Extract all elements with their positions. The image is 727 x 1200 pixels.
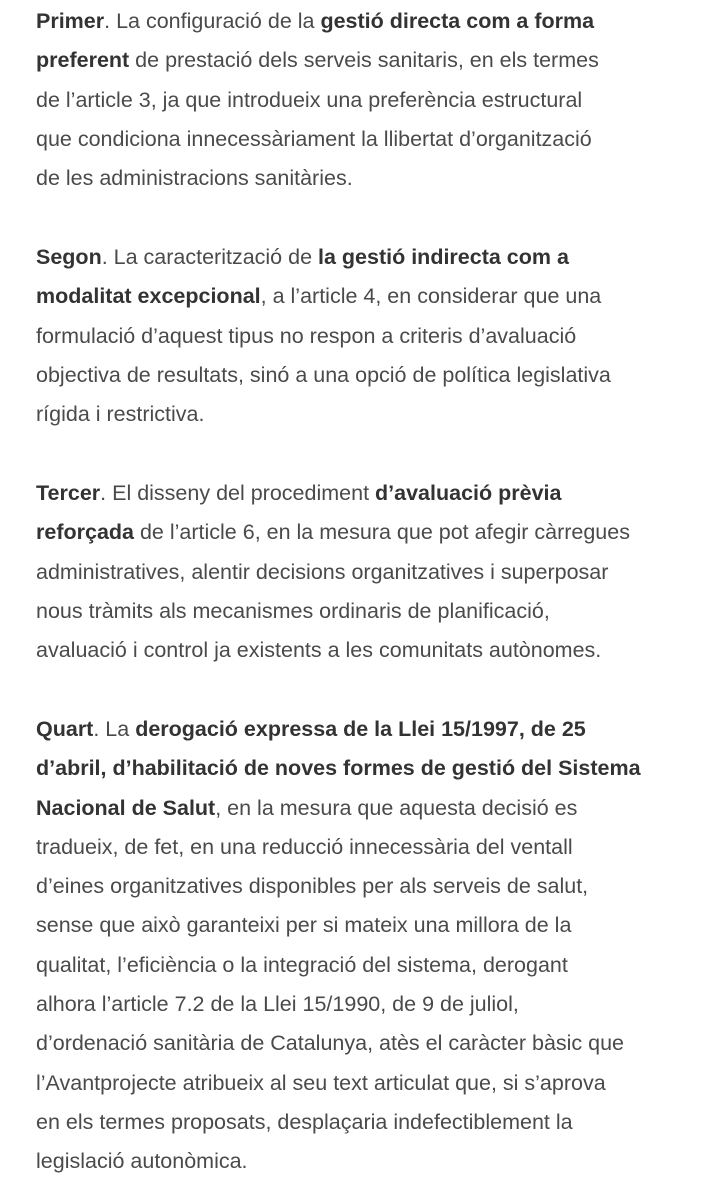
text-run: objectiva de resultats, sinó a una opció de política legislativa: [36, 362, 611, 387]
paragraph-segon: [36, 238, 611, 434]
text-run: nous tràmits als mecanismes ordinaris de planificació,: [36, 598, 550, 623]
text-line: [36, 828, 641, 867]
paragraph-primer: [36, 2, 599, 198]
text-line: [36, 513, 630, 552]
bold-text-run: d’abril, d’habilitació de noves formes de gestió del Sistema: [36, 756, 641, 781]
text-line: [36, 906, 641, 945]
bold-text-run: la gestió indirecta com a: [318, 245, 569, 269]
bold-text-run: gestió directa com a forma: [320, 9, 595, 33]
text-line: [36, 631, 630, 670]
text-line: [36, 1103, 641, 1142]
paragraph-quart: [36, 710, 641, 1182]
text-run: alhora l’article 7.2 de la Llei 15/1990, de 9 de juliol,: [36, 992, 519, 1017]
text-run: de les administracions sanitàries.: [36, 166, 353, 191]
bold-text-run: derogació expressa de la Llei 15/1997, de 25: [135, 717, 586, 741]
text-line: [36, 474, 630, 513]
text-line: [36, 395, 611, 434]
text-run: . El disseny del procediment: [100, 481, 376, 505]
text-run: legislació autonòmica.: [36, 1149, 248, 1174]
bold-text-run: Primer: [36, 9, 105, 33]
text-run: rígida i restrictiva.: [36, 402, 205, 427]
bold-text-run: preferent: [36, 48, 130, 73]
text-run: , a l’article 4, en considerar que una: [260, 284, 602, 309]
text-line: [36, 946, 641, 985]
bold-text-run: reforçada: [36, 520, 134, 545]
text-line: [36, 553, 630, 592]
text-run: sense que això garanteixi per si mateix una millora de la: [36, 913, 572, 938]
text-line: [36, 985, 641, 1024]
text-line: [36, 277, 611, 316]
text-line: [36, 120, 599, 159]
text-run: . La: [93, 717, 136, 741]
text-line: [36, 592, 630, 631]
text-run: d’eines organitzatives disponibles per als serveis de salut,: [36, 874, 589, 899]
text-run: que condiciona innecessàriament la llibertat d’organització: [36, 126, 592, 151]
text-line: [36, 789, 641, 828]
text-run: avaluació i control ja existents a les comunitats autònomes.: [36, 638, 602, 663]
text-line: [36, 159, 599, 198]
text-line: [36, 41, 599, 80]
text-run: qualitat, l’eficiència o la integració del sistema, derogant: [36, 952, 568, 977]
text-line: [36, 749, 641, 788]
text-line: [36, 356, 611, 395]
text-run: d’ordenació sanitària de Catalunya, atès el caràcter bàsic que: [36, 1031, 625, 1056]
bold-text-run: Segon: [36, 245, 102, 269]
text-run: , en la mesura que aquesta decisió es: [215, 795, 578, 820]
bold-text-run: Nacional de Salut: [36, 795, 216, 820]
text-run: en els termes proposats, desplaçaria indefectiblement la: [36, 1109, 573, 1134]
text-line: [36, 867, 641, 906]
text-run: de l’article 6, en la mesura que pot afegir càrregues: [134, 520, 630, 545]
bold-text-run: Quart: [36, 717, 94, 741]
text-run: . La caracterització de: [101, 245, 319, 269]
bold-text-run: d’avaluació prèvia: [375, 481, 562, 505]
text-run: tradueix, de fet, en una reducció innecessària del ventall: [36, 834, 573, 859]
text-line: [36, 2, 599, 41]
text-run: . La configuració de la: [104, 9, 321, 33]
text-line: [36, 1142, 641, 1181]
bold-text-run: modalitat excepcional: [36, 284, 261, 309]
text-run: de prestació dels serveis sanitaris, en els termes: [129, 48, 599, 73]
text-run: formulació d’aquest tipus no respon a criteris d’avaluació: [36, 323, 577, 348]
text-line: [36, 1024, 641, 1063]
text-line: [36, 81, 599, 120]
text-line: [36, 710, 641, 749]
paragraph-tercer: [36, 474, 630, 670]
text-run: administratives, alentir decisions organitzatives i superposar: [36, 559, 609, 584]
text-run: l’Avantprojecte atribueix al seu text articulat que, si s’aprova: [36, 1070, 606, 1095]
text-line: [36, 1064, 641, 1103]
text-line: [36, 317, 611, 356]
text-run: de l’article 3, ja que introdueix una preferència estructural: [36, 87, 583, 112]
bold-text-run: Tercer: [36, 481, 101, 505]
text-line: [36, 238, 611, 277]
